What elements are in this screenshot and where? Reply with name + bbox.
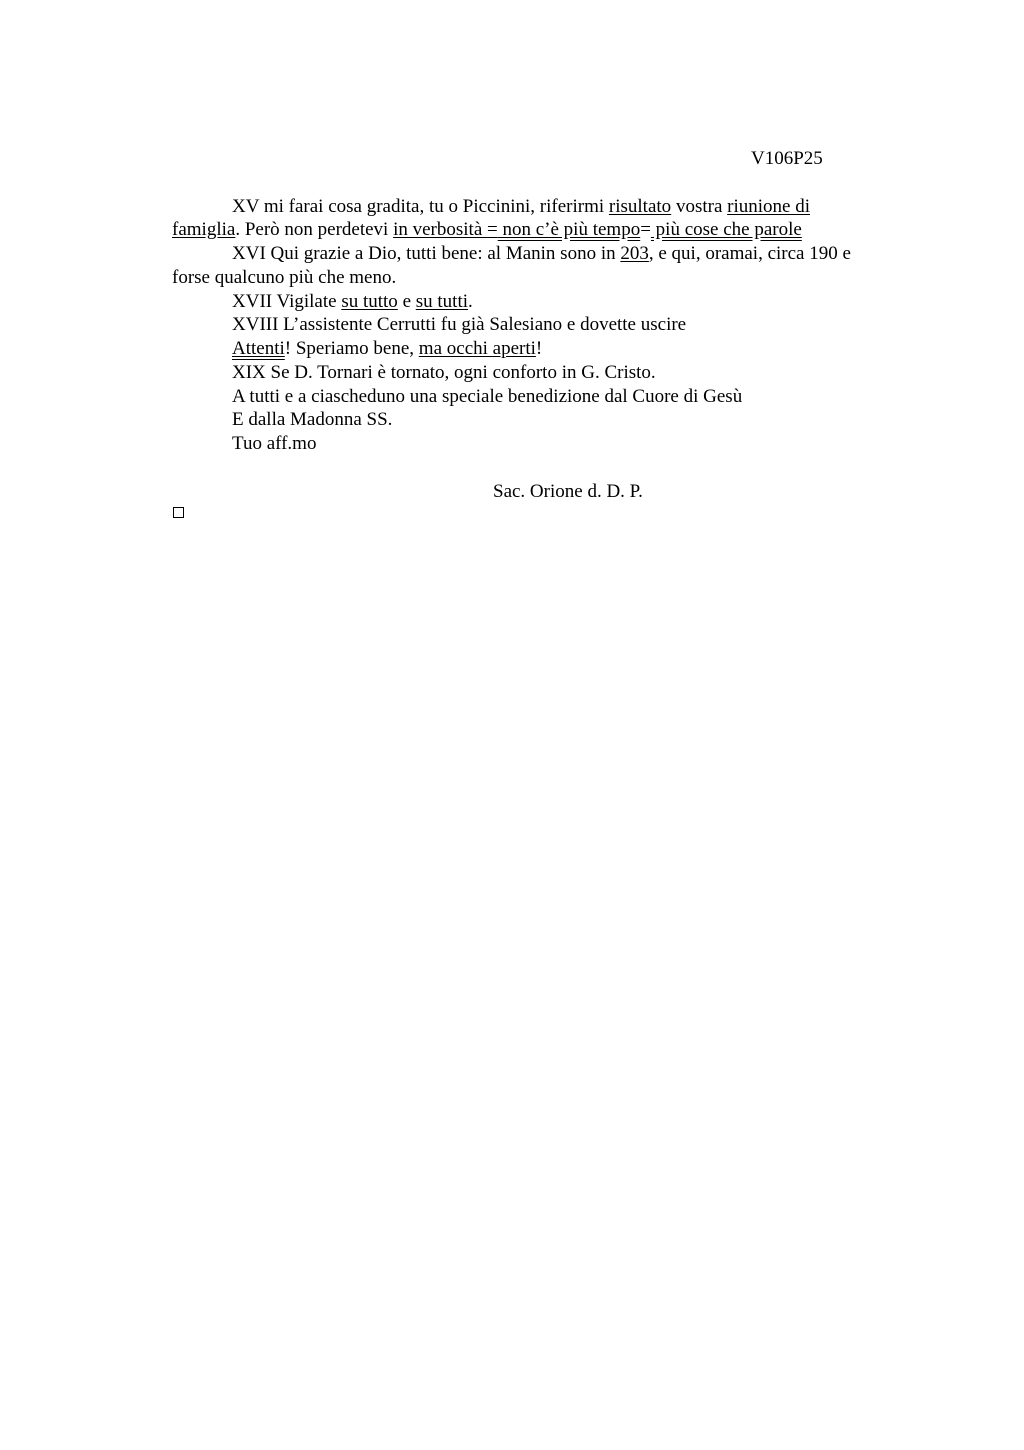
underlined-verbosita: in verbosità [393,219,488,240]
underlined-su-tutti: su tutti [415,291,469,312]
document-reference: V106P25 [751,148,823,169]
line-xviii: XVIII L’assistente Cerrutti fu già Salesiano e dovette uscire [232,314,687,335]
checkbox-square-icon [173,507,184,518]
underlined-occhi-aperti: ma occhi aperti [418,338,536,359]
underlined-risultato: risultato [608,196,672,217]
underlined-203: 203 [620,243,649,264]
line-xv: XV mi farai cosa gradita, tu o Piccinini, riferirmi risultato vostra riunione di [232,196,810,217]
double-underlined-parole: più cose che parole [650,219,802,240]
line-xvi: XVI Qui grazie a Dio, tutti bene: al Manin sono in 203, e qui, oramai, circa 190 e [232,243,851,264]
underlined-riunione: riunione di [727,196,810,217]
underlined-famiglia: famiglia [172,219,236,240]
underlined-su-tutto: su tutto [341,291,398,312]
line-benedizione: A tutti e a ciascheduno una speciale benedizione dal Cuore di Gesù [232,386,743,407]
line-xv-continued: famiglia. Però non perdetevi in verbosità = non c’è più tempo= più cose che parole [172,219,802,240]
double-underlined-attenti: Attenti [232,338,285,359]
line-closing: Tuo aff.mo [232,433,317,454]
line-xvi-continued: forse qualcuno più che meno. [172,267,397,288]
signature: Sac. Orione d. D. P. [493,481,643,502]
line-attenti: Attenti! Speriamo bene, ma occhi aperti! [232,338,543,359]
line-xvii: XVII Vigilate su tutto e su tutti. [232,291,473,312]
line-xix: XIX Se D. Tornari è tornato, ogni conforto in G. Cristo. [232,362,656,383]
double-underlined-tempo: non c’è più tempo [497,219,641,240]
line-madonna: E dalla Madonna SS. [232,409,393,430]
